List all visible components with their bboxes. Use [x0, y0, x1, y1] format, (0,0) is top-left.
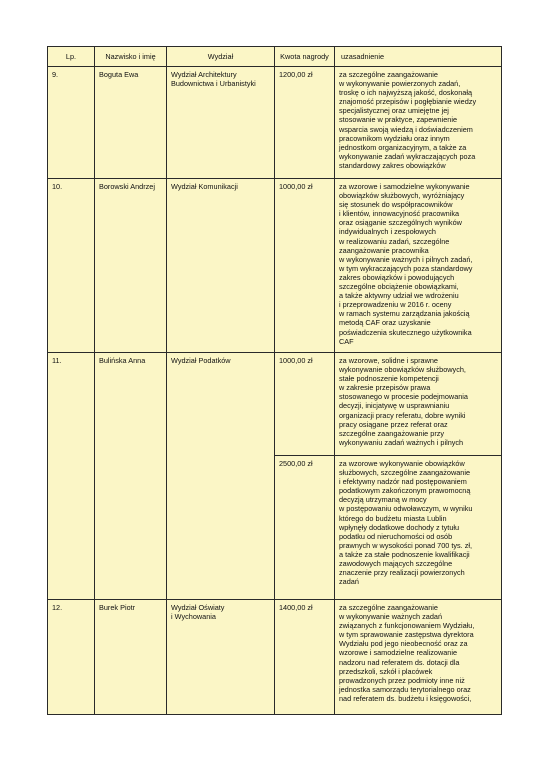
table-row — [48, 67, 502, 179]
cell-lp: 9. — [48, 67, 95, 179]
header-department: Wydział — [167, 47, 275, 67]
cell-amount: 2500,00 zł — [275, 456, 335, 600]
cell-name: Boguta Ewa — [95, 67, 167, 179]
header-justification: uzasadnienie — [335, 47, 502, 67]
table-header-row — [48, 47, 502, 67]
department-text: Wydział Komunikacji — [171, 182, 238, 191]
cell-lp: 10. — [48, 179, 95, 353]
department-text: Wydział Podatków — [171, 356, 231, 365]
table-row — [48, 179, 502, 353]
header-lp: Lp. — [48, 47, 95, 67]
cell-amount: 1400,00 zł — [275, 600, 335, 715]
department-text: Wydział Oświaty i Wychowania — [171, 603, 225, 622]
header-amount: Kwota nagrody — [275, 47, 335, 67]
cell-name: Bulińska Anna — [95, 353, 167, 600]
cell-name: Burek Piotr — [95, 600, 167, 715]
cell-justification — [335, 67, 502, 179]
cell-justification — [335, 179, 502, 353]
cell-department — [167, 353, 275, 600]
cell-department — [167, 179, 275, 353]
justification-text: za szczególne zaangażowanie w wykonywanie powierzonych zadań, troskę o ich najwyższą jakość, doskonałą znajomość przepisów i pogłębianie wiedzy specjalistycznej oraz umiejętne jej stosowanie w praktyce, zapewnienie wsparcia swoją wiedzą i doświadczeniem pracownikom wydziału oraz innym jednostkom organizacyjnym, a także za wykonywanie zadań wykraczających poza standardowy zakres obowiązków — [339, 70, 477, 170]
table-row — [48, 353, 502, 456]
cell-justification — [335, 456, 502, 600]
cell-lp: 12. — [48, 600, 95, 715]
table-row — [48, 600, 502, 715]
justification-text: za wzorowe wykonywanie obowiązków służbowych, szczególne zaangażowanie i efektywny nadzór nad postępowaniem podatkowym zakończonym prawomocną decyzją utrzymaną w mocy w postępowaniu odwoławczym, w wyniku którego do budżetu miasta Lublin wpłynęły dodatkowe dochody z tytułu podatku od nieruchomości od osób prawnych w wysokości ponad 700 tys. zł, a także za stałe podnoszenie kwalifikacji zawodowych mających szczególne znaczenie przy realizacji powierzonych zadań — [339, 459, 473, 587]
cell-department — [167, 67, 275, 179]
cell-name: Borowski Andrzej — [95, 179, 167, 353]
justification-text: za szczególne zaangażowanie w wykonywanie ważnych zadań związanych z funkcjonowaniem Wydziału, w tym sprawowanie zastępstwa dyrektora Wydziału pod jego nieobecność oraz za wzorowe i samodzielne realizowanie nadzoru nad referatem ds. dotacji dla przedszkoli, szkół i placówek prowadzonych przez podmioty inne niż jednostka samorządu terytorialnego oraz nad referatem ds. budżetu i księgowości, — [339, 603, 475, 703]
cell-justification — [335, 600, 502, 715]
justification-text: za wzorowe, solidne i sprawne wykonywanie obowiązków służbowych, stałe podnoszenie kompetencji w zakresie przepisów prawa stosowanego w procesie podejmowania decyzji, inicjatywę w usprawnianiu organizacji pracy referatu, dobre wyniki pracy osiągane przez referat oraz szczególne zaangażowanie przy wykonywaniu zadań ważnych i pilnych — [339, 356, 468, 447]
cell-amount: 1000,00 zł — [275, 179, 335, 353]
cell-justification — [335, 353, 502, 456]
cell-department — [167, 600, 275, 715]
awards-table — [47, 46, 502, 715]
header-name: Nazwisko i imię — [95, 47, 167, 67]
department-text: Wydział Architektury Budownictwa i Urbanistyki — [171, 70, 256, 89]
justification-text: za wzorowe i samodzielne wykonywanie obowiązków służbowych, wyróżniający się stosunek do współpracowników i klientów, innowacyjność pracownika oraz osiąganie szczególnych wyników indywidualnych i zespołowych w realizowaniu zadań, szczególne zaangażowanie pracownika w wykonywanie ważnych i pilnych zadań, w tym wykraczających poza standardowy zakres obowiązków i powodujących szczególne obciążenie obowiązkami, a także aktywny udział we wdrożeniu i przeprowadzeniu w 2016 r. oceny w ramach systemu zarządzania jakością metodą CAF oraz uzyskanie poświadczenia skutecznego użytkownika CAF — [339, 182, 473, 346]
cell-amount: 1200,00 zł — [275, 67, 335, 179]
cell-lp: 11. — [48, 353, 95, 600]
cell-amount: 1000,00 zł — [275, 353, 335, 456]
